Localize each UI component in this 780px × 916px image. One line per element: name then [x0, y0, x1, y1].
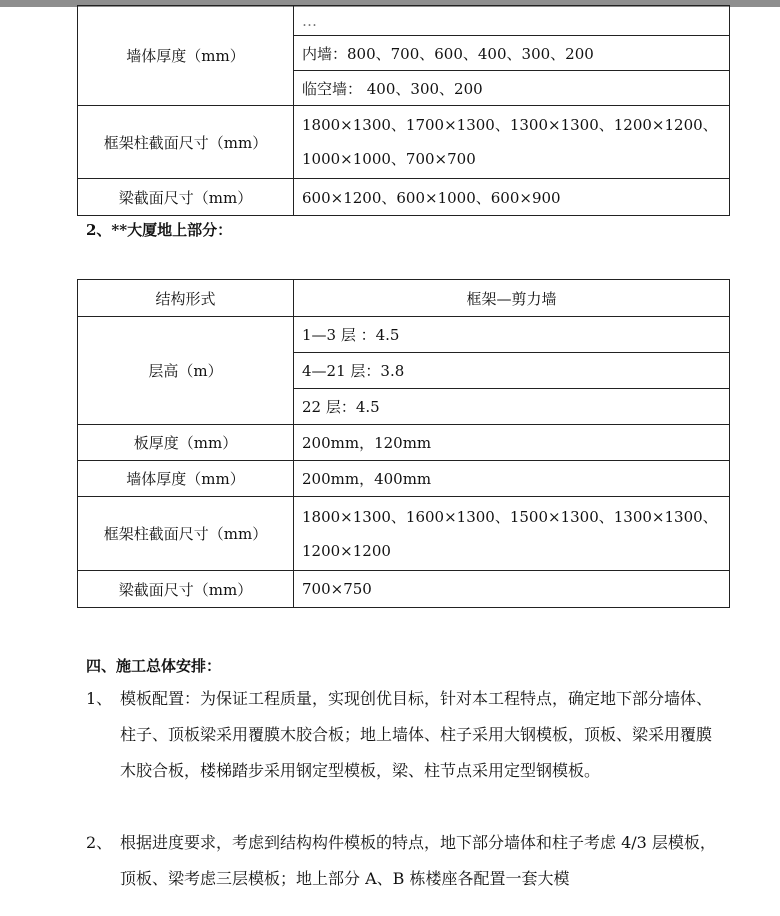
floor-height-label: 层高（m）	[78, 317, 294, 425]
floor-height-row-2: 4—21 层：3.8	[294, 353, 730, 389]
list-item	[86, 681, 726, 789]
wall-thickness-label: 墙体厚度（mm）	[78, 461, 294, 497]
edge-wall-value: 临空墙： 400、300、200	[294, 71, 730, 106]
list-item	[86, 825, 726, 897]
wall-thickness-value: 200mm，400mm	[294, 461, 730, 497]
slab-thickness-value: 200mm，120mm	[294, 425, 730, 461]
inner-wall-value: 内墙：800、700、600、400、300、200	[294, 36, 730, 71]
wall-thickness-label: 墙体厚度（mm）	[78, 6, 294, 106]
document-page	[0, 7, 780, 916]
structure-type-label: 结构形式	[78, 280, 294, 317]
structure-type-value: 框架—剪力墙	[294, 280, 730, 317]
slab-thickness-label: 板厚度（mm）	[78, 425, 294, 461]
beam-section-value: 700×750	[294, 571, 730, 608]
floor-height-row-1: 1—3 层 ：4.5	[294, 317, 730, 353]
wall-row-cutoff: …	[294, 6, 730, 36]
section-heading-above-ground: 2、**大厦地上部分：	[86, 221, 233, 239]
beam-section-label: 梁截面尺寸（mm）	[78, 179, 294, 216]
list-item-text: 根据进度要求，考虑到结构构件模板的特点，地下部分墙体和柱子考虑 4/3 层模板，顶板、梁考虑三层模板；地上部分 A、B 栋楼座各配置一套大模	[120, 833, 716, 888]
list-item-text: 模板配置：为保证工程质量，实现创优目标，针对本工程特点，确定地下部分墙体、柱子、顶板梁采用覆膜木胶合板；地上墙体、柱子采用大钢模板，顶板、梁采用覆膜木胶合板，楼梯踏步采用钢定型模板，梁、柱节点采用定型钢模板。	[120, 689, 713, 780]
column-section-label: 框架柱截面尺寸（mm）	[78, 497, 294, 571]
beam-section-label: 梁截面尺寸（mm）	[78, 571, 294, 608]
basement-structure-table	[77, 5, 730, 216]
column-section-value: 1800×1300、1600×1300、1500×1300、1300×1300、1200×1200	[294, 497, 730, 571]
floor-height-row-3: 22 层：4.5	[294, 389, 730, 425]
above-ground-structure-table	[77, 279, 730, 608]
list-item-number: 2、	[86, 833, 113, 852]
beam-section-value: 600×1200、600×1000、600×900	[294, 179, 730, 216]
column-section-label: 框架柱截面尺寸（mm）	[78, 106, 294, 179]
column-section-value: 1800×1300、1700×1300、1300×1300、1200×1200、1000×1000、700×700	[294, 106, 730, 179]
section-heading-construction-plan: 四、施工总体安排：	[86, 657, 222, 675]
list-item-number: 1、	[86, 689, 113, 708]
